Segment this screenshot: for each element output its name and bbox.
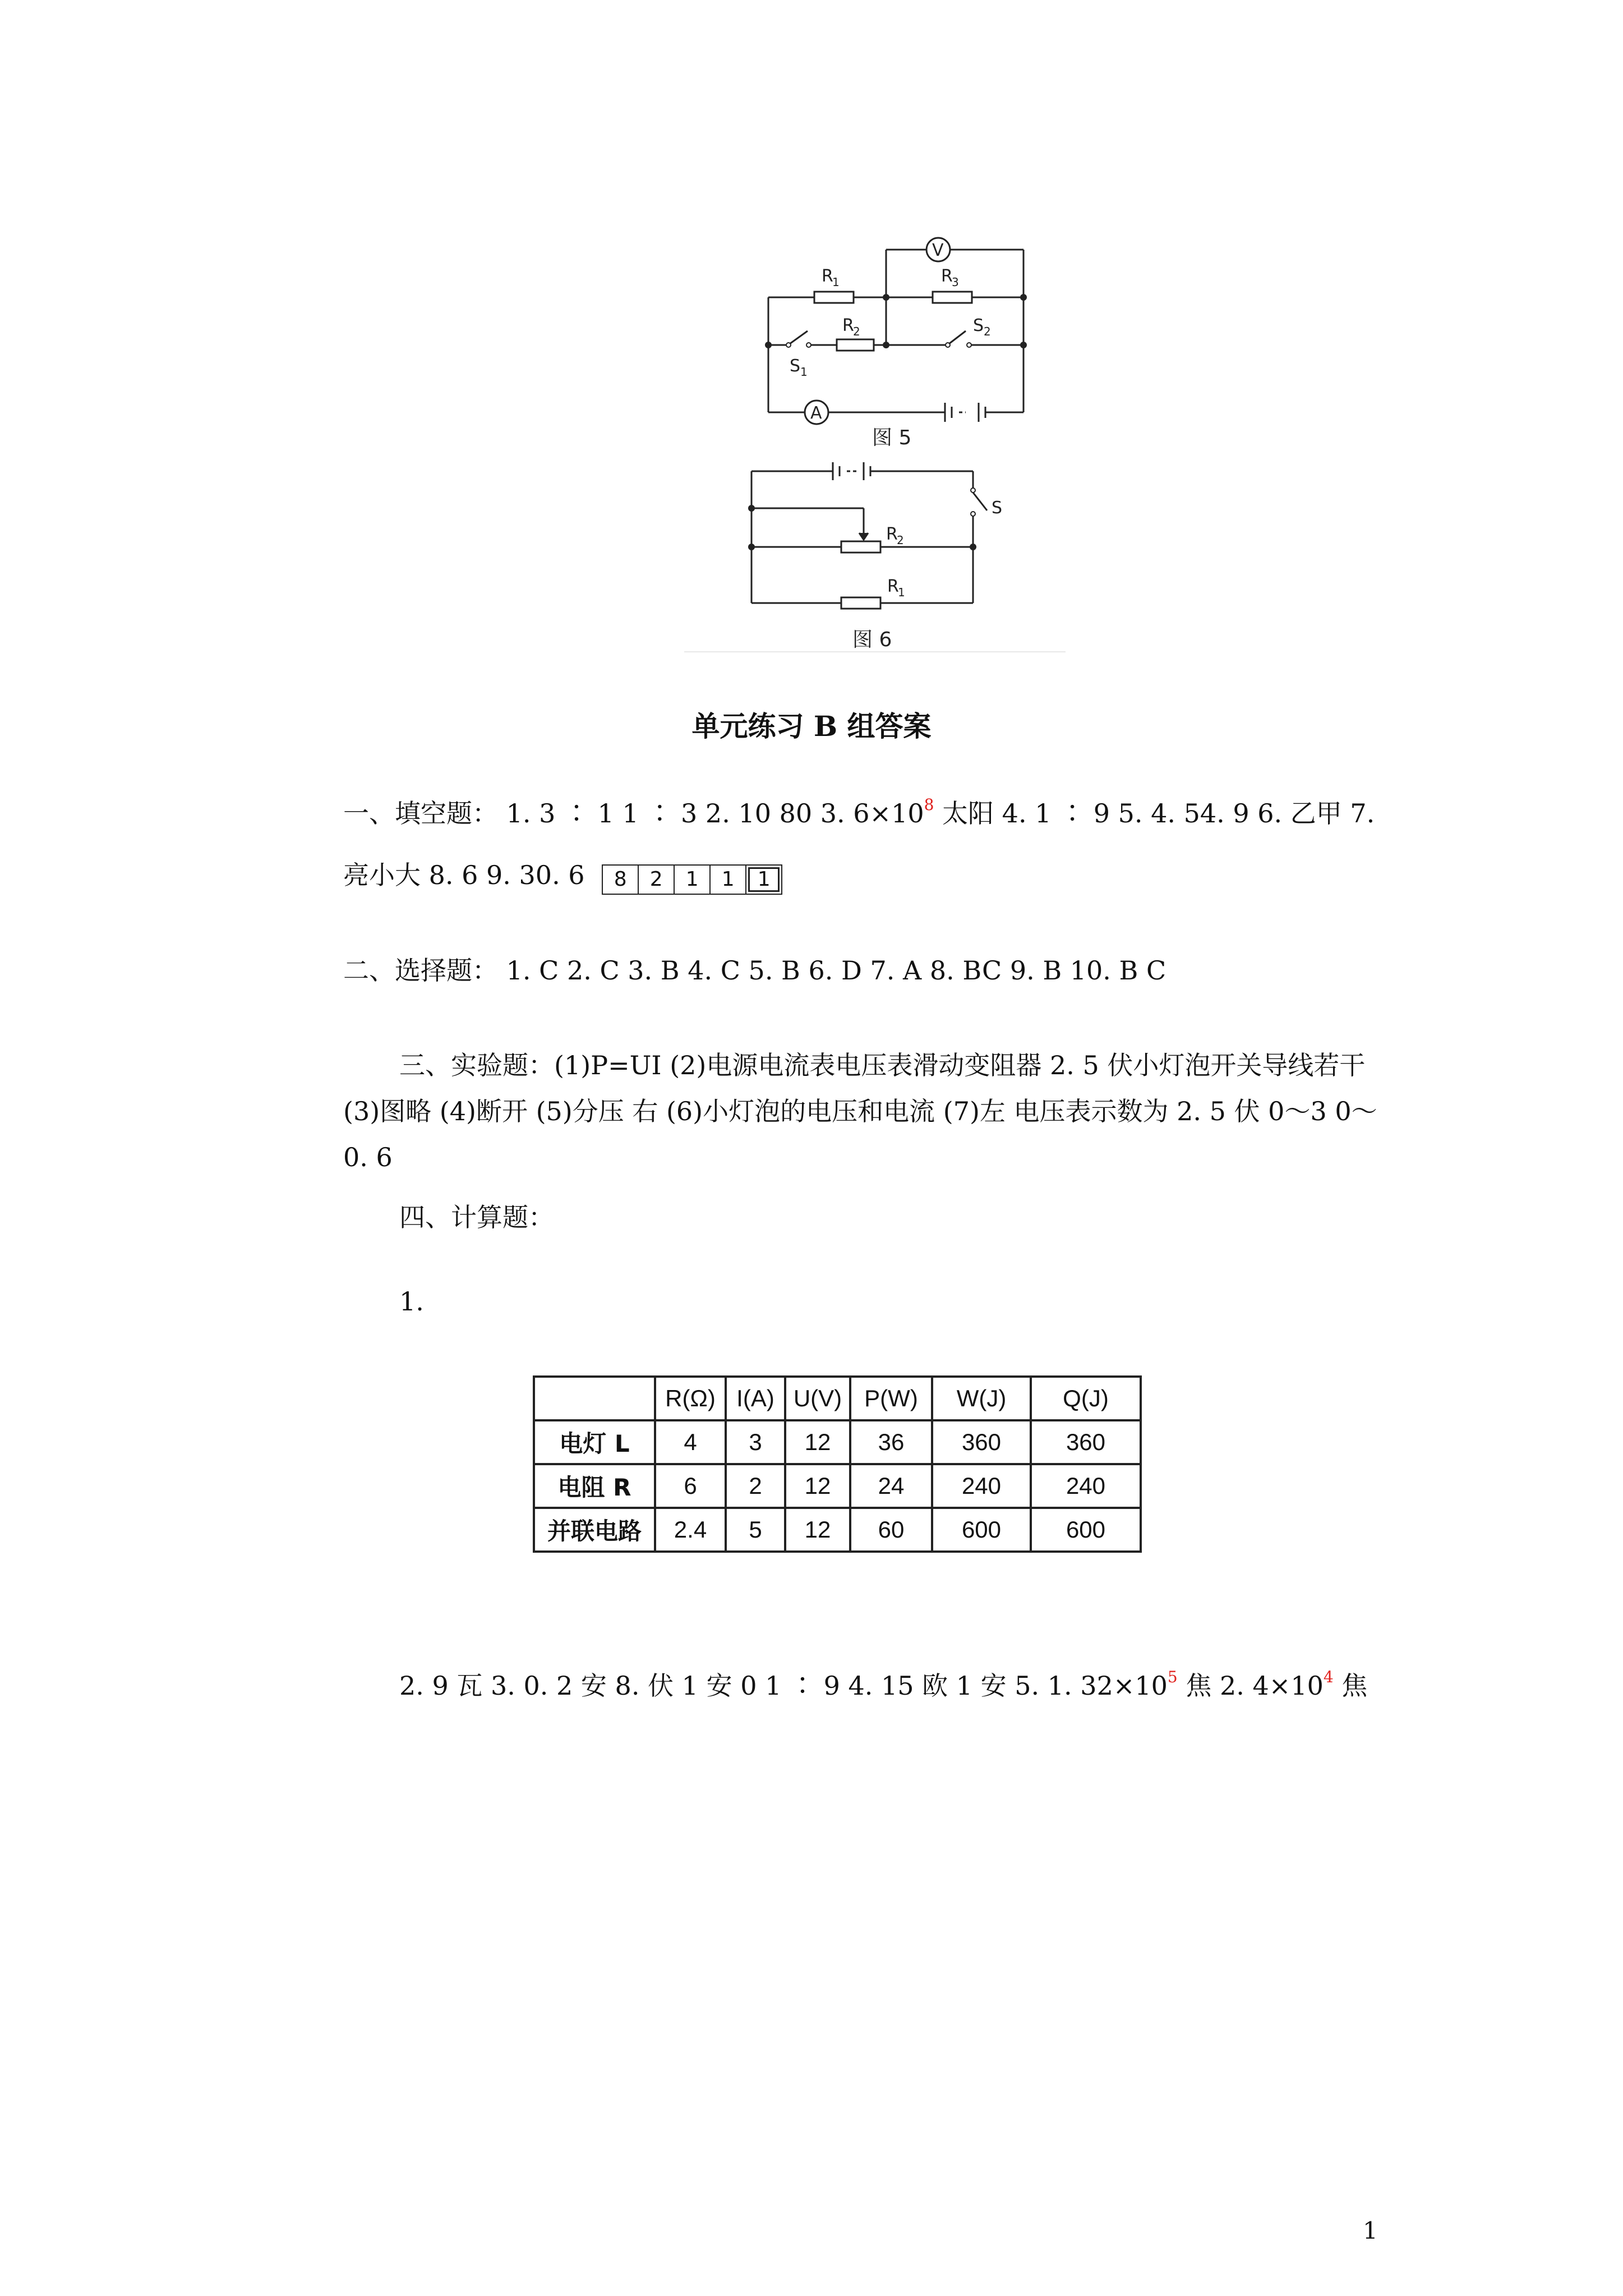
r2-subscript: 2 xyxy=(853,325,860,338)
calculation-table xyxy=(533,1375,1142,1553)
table-header-row xyxy=(534,1377,1141,1420)
experiment-answers: 三、实验题：(1)P=UI (2)电源电流表电压表滑动变阻器 2. 5 伏小灯泡开关导线若干 (3)图略 (4)断开 (5)分压 右 (6)小灯泡的电压和电流 (7)左 电压表示数为 2. 5 伏 0～3 0～0. 6 xyxy=(343,1050,1377,1172)
r3-label: R xyxy=(941,266,953,286)
r2-subscript: 2 xyxy=(897,533,904,547)
switch-label: S xyxy=(992,498,1003,518)
table-header-cell: W(J) xyxy=(932,1377,1031,1420)
calculation-superscript-2: 4 xyxy=(1323,1668,1334,1686)
table-cell: 2.4 xyxy=(655,1508,726,1552)
table-cell: 4 xyxy=(655,1420,726,1464)
multiple-choice-answers: 二、选择题： 1. C 2. C 3. B 4. C 5. B 6. D 7. A 8. BC 9. B 10. B C xyxy=(343,955,1166,986)
table-cell: 600 xyxy=(932,1508,1031,1552)
figure-6-caption: 图 6 xyxy=(852,628,892,651)
calculation-item-1: 1. xyxy=(399,1286,424,1317)
r1-label: R xyxy=(887,577,899,596)
fill-in-superscript: 8 xyxy=(924,795,934,814)
table-cell: 24 xyxy=(850,1464,932,1508)
page-title: 单元练习 B 组答案 xyxy=(691,710,932,743)
s1-label: S xyxy=(790,356,801,376)
calculation-superscript-1: 5 xyxy=(1167,1668,1178,1686)
table-cell: 240 xyxy=(1031,1464,1141,1508)
table-header-cell: P(W) xyxy=(850,1377,932,1420)
fill-in-line-2-text: 亮小大 8. 6 9. 30. 6 xyxy=(343,860,585,890)
voltmeter-label: V xyxy=(932,241,944,260)
table-row-label: 并联电路 xyxy=(534,1508,655,1552)
table-cell: 2 xyxy=(726,1464,785,1508)
table-cell: 36 xyxy=(850,1420,932,1464)
table-header-cell: I(A) xyxy=(726,1377,785,1420)
s2-subscript: 2 xyxy=(984,325,991,338)
table-cell: 240 xyxy=(932,1464,1031,1508)
r1-subscript: 1 xyxy=(898,586,905,599)
s2-label: S xyxy=(973,316,984,335)
fill-in-line-1 xyxy=(343,788,1375,830)
table-cell: 360 xyxy=(1031,1420,1141,1464)
table-cell: 600 xyxy=(1031,1508,1141,1552)
r1-subscript: 1 xyxy=(832,275,840,289)
digit-box: 8 xyxy=(602,864,639,895)
calculation-answers-mid: 焦 2. 4×10 xyxy=(1177,1671,1324,1701)
table-header-cell: R(Ω) xyxy=(655,1377,726,1420)
calculation-answers xyxy=(399,1660,1367,1703)
fill-in-line-1-suffix: 太阳 4. 1 ∶ 9 5. 4. 54. 9 6. 乙甲 7. xyxy=(934,798,1375,829)
digit-box: 1 xyxy=(674,864,711,895)
table-row xyxy=(534,1420,1141,1464)
table-cell: 5 xyxy=(726,1508,785,1552)
fill-in-line-1-prefix: 一、填空题： 1. 3 ∶ 1 1 ∶ 3 2. 10 80 3. 6×10 xyxy=(343,798,924,829)
table-row-label: 电灯 L xyxy=(534,1420,655,1464)
r3-subscript: 3 xyxy=(952,275,959,289)
digit-boxes xyxy=(603,860,782,895)
r2-label: R xyxy=(886,524,898,544)
fill-in-line-2 xyxy=(343,858,782,895)
figure-6-circuit xyxy=(684,454,1066,662)
table-cell: 12 xyxy=(785,1420,850,1464)
table-cell: 3 xyxy=(726,1420,785,1464)
table-cell: 12 xyxy=(785,1508,850,1552)
figure-5-caption: 图 5 xyxy=(872,426,912,449)
digit-box: 2 xyxy=(638,864,675,895)
digit-box: 1 xyxy=(709,864,746,895)
table-row xyxy=(534,1464,1141,1508)
table-header-cell: Q(J) xyxy=(1031,1377,1141,1420)
table-cell: 60 xyxy=(850,1508,932,1552)
table-row xyxy=(534,1508,1141,1552)
figure-5-circuit xyxy=(763,224,1077,449)
table-header-cell: U(V) xyxy=(785,1377,850,1420)
s1-subscript: 1 xyxy=(800,365,808,379)
table-header-cell xyxy=(534,1377,655,1420)
r1-label: R xyxy=(822,266,833,286)
table-cell: 12 xyxy=(785,1464,850,1508)
table-row-label: 电阻 R xyxy=(534,1464,655,1508)
r2-label: R xyxy=(842,316,854,335)
table-cell: 360 xyxy=(932,1420,1031,1464)
calculation-heading: 四、计算题： xyxy=(399,1202,554,1232)
table-cell: 6 xyxy=(655,1464,726,1508)
page-number: 1 xyxy=(1363,2217,1378,2244)
calculation-answers-suffix: 焦 xyxy=(1333,1671,1368,1701)
calculation-answers-prefix: 2. 9 瓦 3. 0. 2 安 8. 伏 1 安 0 1 ∶ 9 4. 15 欧 1 安 5. 1. 32×10 xyxy=(399,1671,1168,1701)
ammeter-label: A xyxy=(810,403,822,423)
digit-box-highlighted: 1 xyxy=(745,864,782,895)
